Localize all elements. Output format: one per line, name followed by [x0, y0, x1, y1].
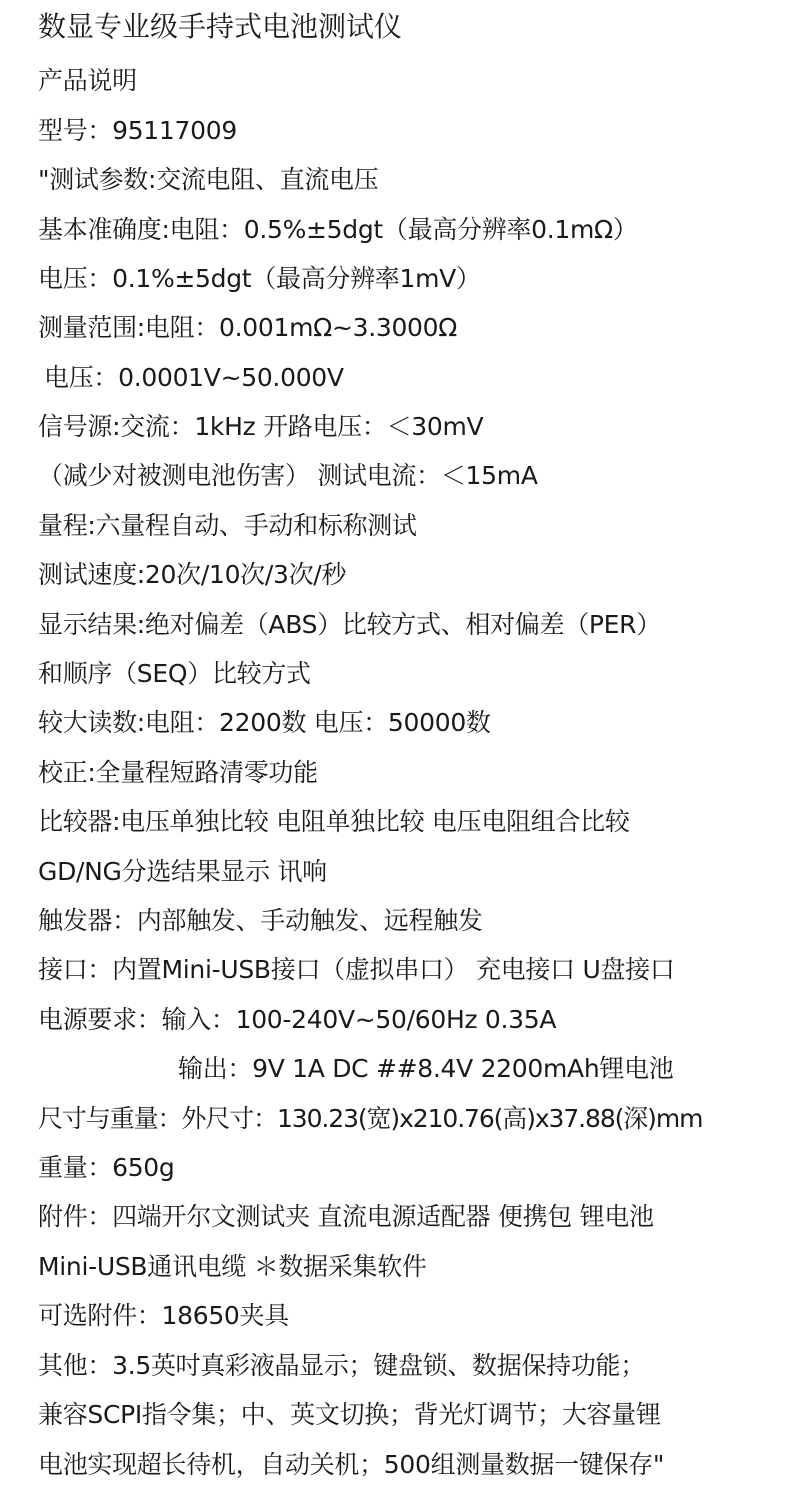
text-line: 比较器:电压单独比较 电阻单独比较 电压电阻组合比较 [38, 807, 630, 836]
text-line: 可选附件：18650夹具 [38, 1301, 289, 1330]
text-line: 型号：95117009 [38, 116, 237, 145]
text-line: 其他：3.5英吋真彩液晶显示；键盘锁、数据保持功能； [38, 1351, 645, 1380]
section-heading: 产品说明 [38, 66, 137, 95]
document-title: 数显专业级手持式电池测试仪 [38, 10, 403, 43]
text-line: Mini-USB通讯电缆 ＊数据采集软件 [38, 1252, 427, 1281]
text-line: 基本准确度:电阻：0.5%±5dgt（最高分辨率0.1mΩ） [38, 215, 638, 244]
text-line: 测试速度:20次/10次/3次/秒 [38, 560, 347, 589]
text-line: 显示结果:绝对偏差（ABS）比较方式、相对偏差（PER） [38, 610, 661, 639]
text-line: 信号源:交流：1kHz 开路电压：＜30mV [38, 412, 484, 441]
text-line: "测试参数:交流电阻、直流电压 [38, 165, 379, 194]
text-line: 重量：650g [38, 1153, 175, 1182]
text-line: 输出：9V 1A DC ##8.4V 2200mAh锂电池 [178, 1054, 674, 1083]
text-line: 电压：0.1%±5dgt（最高分辨率1mV） [38, 264, 481, 293]
text-line: GD/NG分选结果显示 讯响 [38, 857, 327, 886]
text-line: （减少对被测电池伤害） 测试电流：＜15mA [38, 461, 538, 490]
text-line: 接口：内置Mini-USB接口（虚拟串口） 充电接口 U盘接口 [38, 955, 675, 984]
text-line: 量程:六量程自动、手动和标称测试 [38, 511, 417, 540]
text-line: 测量范围:电阻：0.001mΩ~3.3000Ω [38, 313, 458, 342]
text-line: 校正:全量程短路清零功能 [38, 758, 318, 787]
text-line: 触发器：内部触发、手动触发、远程触发 [38, 906, 483, 935]
text-line: 兼容SCPI指令集；中、英文切换；背光灯调节；大容量锂 [38, 1400, 661, 1429]
text-line: 较大读数:电阻：2200数 电压：50000数 [38, 708, 491, 737]
text-line: 电压：0.0001V~50.000V [44, 363, 344, 392]
text-line: 尺寸与重量：外尺寸：130.23(宽)x210.76(高)x37.88(深)mm [38, 1104, 703, 1133]
text-line: 附件：四端开尔文测试夹 直流电源适配器 便携包 锂电池 [38, 1202, 654, 1231]
text-line: 和顺序（SEQ）比较方式 [38, 659, 311, 688]
text-line: 电池实现超长待机，自动关机；500组测量数据一键保存" [38, 1450, 665, 1479]
text-line: 电源要求：输入：100-240V~50/60Hz 0.35A [38, 1005, 557, 1034]
